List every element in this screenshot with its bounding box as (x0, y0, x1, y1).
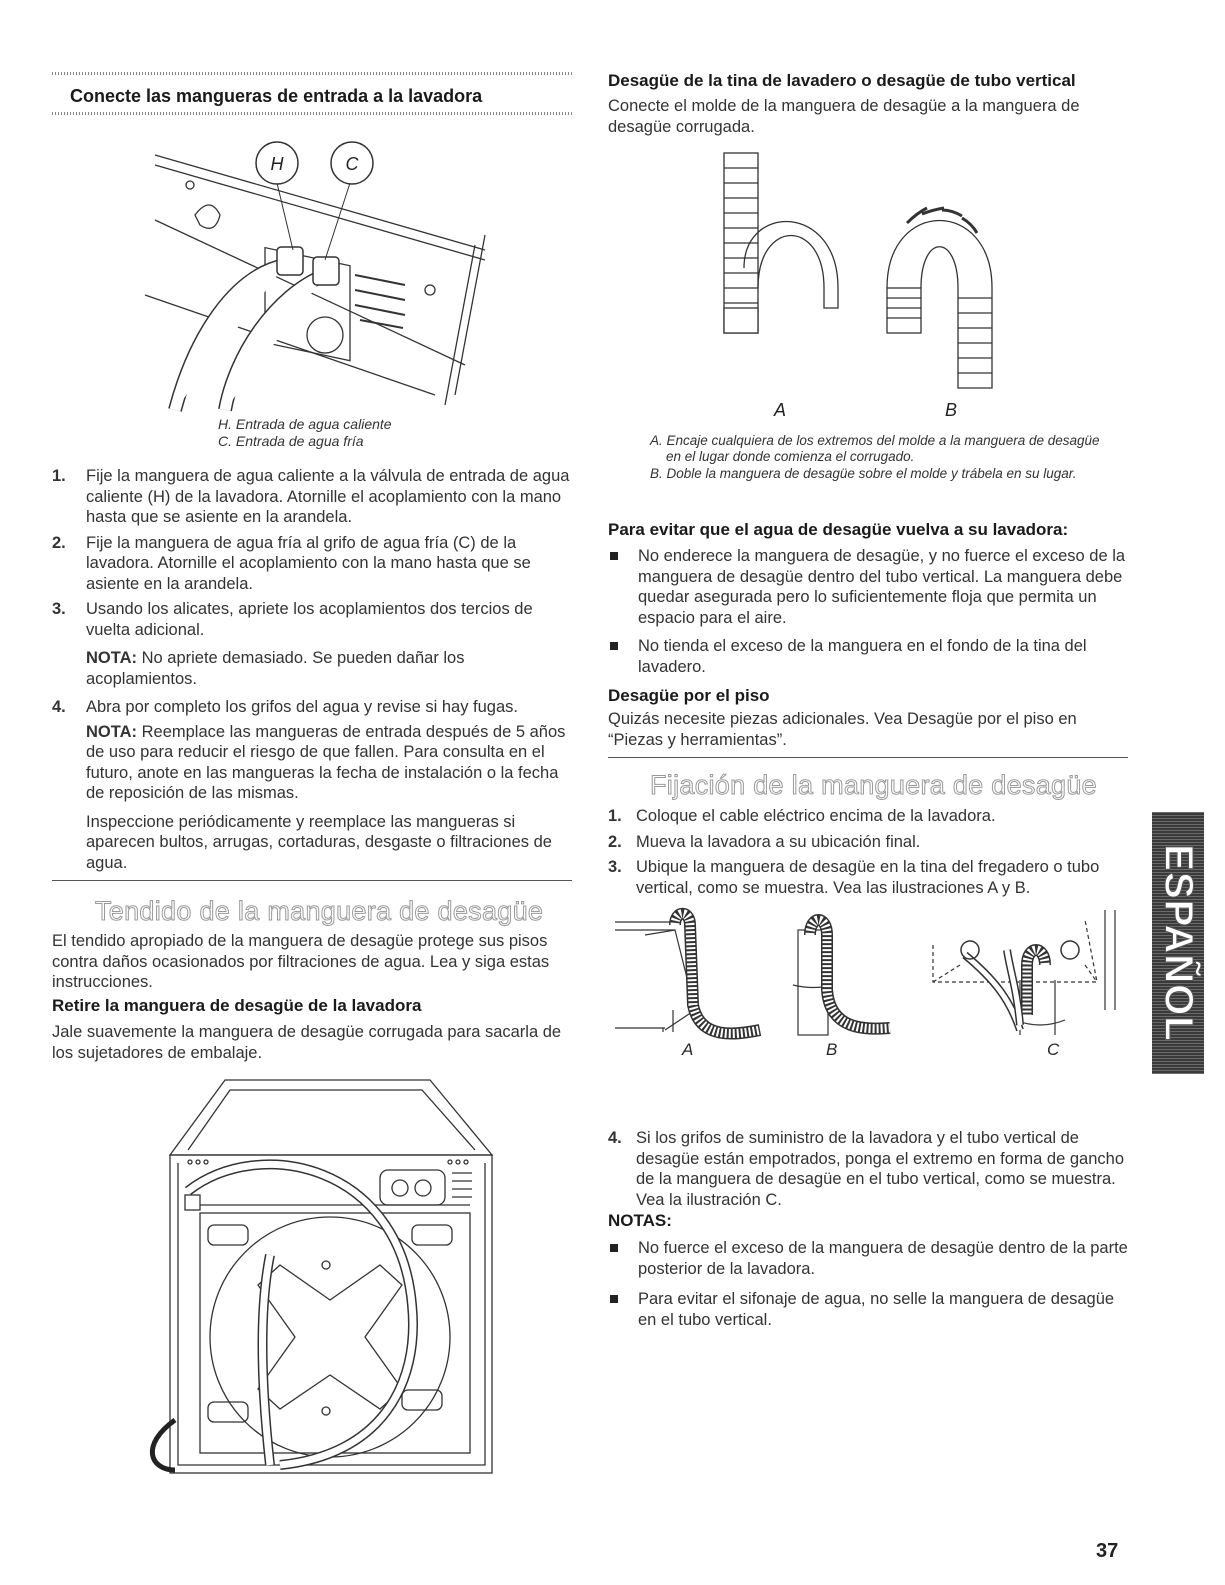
placement-label-b: B (826, 1040, 838, 1059)
cold-inlet-label: C (345, 154, 359, 174)
drain-hose-form-illustration (712, 148, 1022, 420)
hot-inlet-label: H (270, 154, 284, 174)
prevent-backflow-heading: Para evitar que el agua de desagüe vuelva a su lavadora: (608, 520, 1069, 539)
fix-step-3: 3. Ubique la manguera de desagüe en la tina del fregadero o tubo vertical, como se muestra. Vea las ilustraciones A y B. (608, 858, 1100, 897)
note-bullet-1: No fuerce el exceso de la manguera de desagüe dentro de la parte posterior de la lavadora. (608, 1238, 1130, 1279)
step-1: 1. Fije la manguera de agua caliente a la válvula de entrada de agua caliente (H) de la lavadora. Atornille el acoplamiento con la mano hasta que se asiente en la arandela. (52, 467, 570, 526)
fix-drain-title: Fijación de la manguera de desagüe (650, 770, 1097, 800)
step-4-note: NOTA: Reemplace las mangueras de entrada después de 5 años de uso para reducir el riesgo de que fallen. Para consulta en el futuro, anote en las mangueras la fecha de instalación o la fecha de reposición de las mismas. (86, 722, 566, 802)
step-3: 3. Usando los alicates, apriete los acoplamientos dos tercios de vuelta adicional. NOTA: No apriete demasiado. Se pueden dañar los acoplamientos. (52, 599, 572, 689)
caption-cold: C. Entrada de agua fría (218, 433, 364, 449)
floor-drain-heading: Desagüe por el piso (608, 686, 770, 705)
fix-step-2: 2. Mueva la lavadora a su ubicación final. (608, 832, 921, 851)
tub-drain-heading: Desagüe de la tina de lavadero o desagüe de tubo vertical (608, 71, 1076, 90)
step-4: 4. Abra por completo los grifos del agua y revise si hay fugas. NOTA: Reemplace las mangueras de entrada después de 5 años de uso para reducir el riesgo de que fallen. Para consulta en el futuro, anote en las mangueras la fecha de instalación o la fecha de reposición de las mismas. Inspeccione periódicamente y reemplace las mangueras si aparecen bultos, arrugas, cortaduras, desgaste o filtraciones de agua. (52, 697, 572, 873)
connect-steps (52, 466, 572, 878)
heading-dotted-rule (52, 112, 572, 115)
step-3-note: NOTA: No apriete demasiado. Se pueden dañar los acoplamientos. (86, 649, 465, 688)
page-number: 37 (1096, 1540, 1119, 1562)
prevent-backflow-list (608, 546, 1130, 685)
remove-drain-text: Jale suavemente la manguera de desagüe corrugada para sacarla de los sujetadores de embalaje. (52, 1023, 562, 1062)
inlet-hoses-illustration (135, 125, 505, 415)
section-divider-left (52, 880, 572, 881)
washer-back-drain-illustration (130, 1075, 505, 1480)
floor-drain-text: Quizás necesite piezas adicionales. Vea Desagüe por el piso en “Piezas y herramientas”. (608, 710, 1077, 749)
fix-step-4 (608, 1128, 1130, 1215)
language-side-tab: ESPAÑOL (1152, 812, 1204, 1074)
prevent-bullet-2: No tienda el exceso de la manguera en el fondo de la tina del lavadero. (608, 636, 1130, 677)
fix-steps (608, 806, 1130, 903)
notes-heading: NOTAS: (608, 1211, 672, 1230)
form-label-a: A (774, 400, 787, 420)
tub-drain-text: Conecte el molde de la manguera de desagüe a la manguera de desagüe corrugada. (608, 97, 1080, 136)
notes-list (608, 1238, 1130, 1338)
routing-text: El tendido apropiado de la manguera de desagüe protege sus pisos contra daños ocasionados por filtraciones de agua. Lea y siga estas instrucciones. (52, 932, 550, 991)
prevent-bullet-1: No enderece la manguera de desagüe, y no fuerce el exceso de la manguera de desagüe dentro del tubo vertical. La manguera debe quedar asegurada pero lo suficientemente floja que permita un espacio para el aire. (608, 546, 1130, 628)
inspect-text: Inspeccione periódicamente y reemplace las mangueras si aparecen bultos, arrugas, cortaduras, desgaste o filtraciones de agua. (86, 812, 552, 872)
step-2: 2. Fije la manguera de agua fría al grifo de agua fría (C) de la lavadora. Atornille el acoplamiento con la mano hasta que se asiente en la arandela. (52, 533, 531, 593)
caption-hot: H. Entrada de agua caliente (218, 416, 392, 432)
fix-step-1: 1. Coloque el cable eléctrico encima de la lavadora. (608, 807, 996, 825)
remove-drain-heading: Retire la manguera de desagüe de la lavadora (52, 996, 422, 1015)
placement-label-a: A (682, 1040, 694, 1059)
placement-label-c: C (1047, 1040, 1060, 1059)
caption-a: A. Encaje cualquiera de los extremos del molde a la manguera de desagüe en el lugar donde comienza el corrugado. B. Doble la manguera de desagüe sobre el molde y trábela en su lugar. (650, 433, 1100, 481)
section-divider-right (608, 757, 1128, 758)
drain-placement-illustration (615, 910, 1125, 1035)
connect-hoses-heading: Conecte las mangueras de entrada a la lavadora (70, 86, 483, 106)
routing-title: Tendido de la manguera de desagüe (95, 896, 544, 926)
top-dotted-rule (52, 72, 572, 75)
fix-step-4-item: 4. Si los grifos de suministro de la lavadora y el tubo vertical de desagüe están empotrados, ponga el extremo en forma de gancho de la manguera de desagüe en el tubo vertical, como se muestra. Vea la ilustración C. (608, 1129, 1124, 1209)
form-label-b: B (945, 400, 958, 420)
note-bullet-2: Para evitar el sifonaje de agua, no selle la manguera de desagüe en el tubo vertical. (608, 1289, 1130, 1330)
